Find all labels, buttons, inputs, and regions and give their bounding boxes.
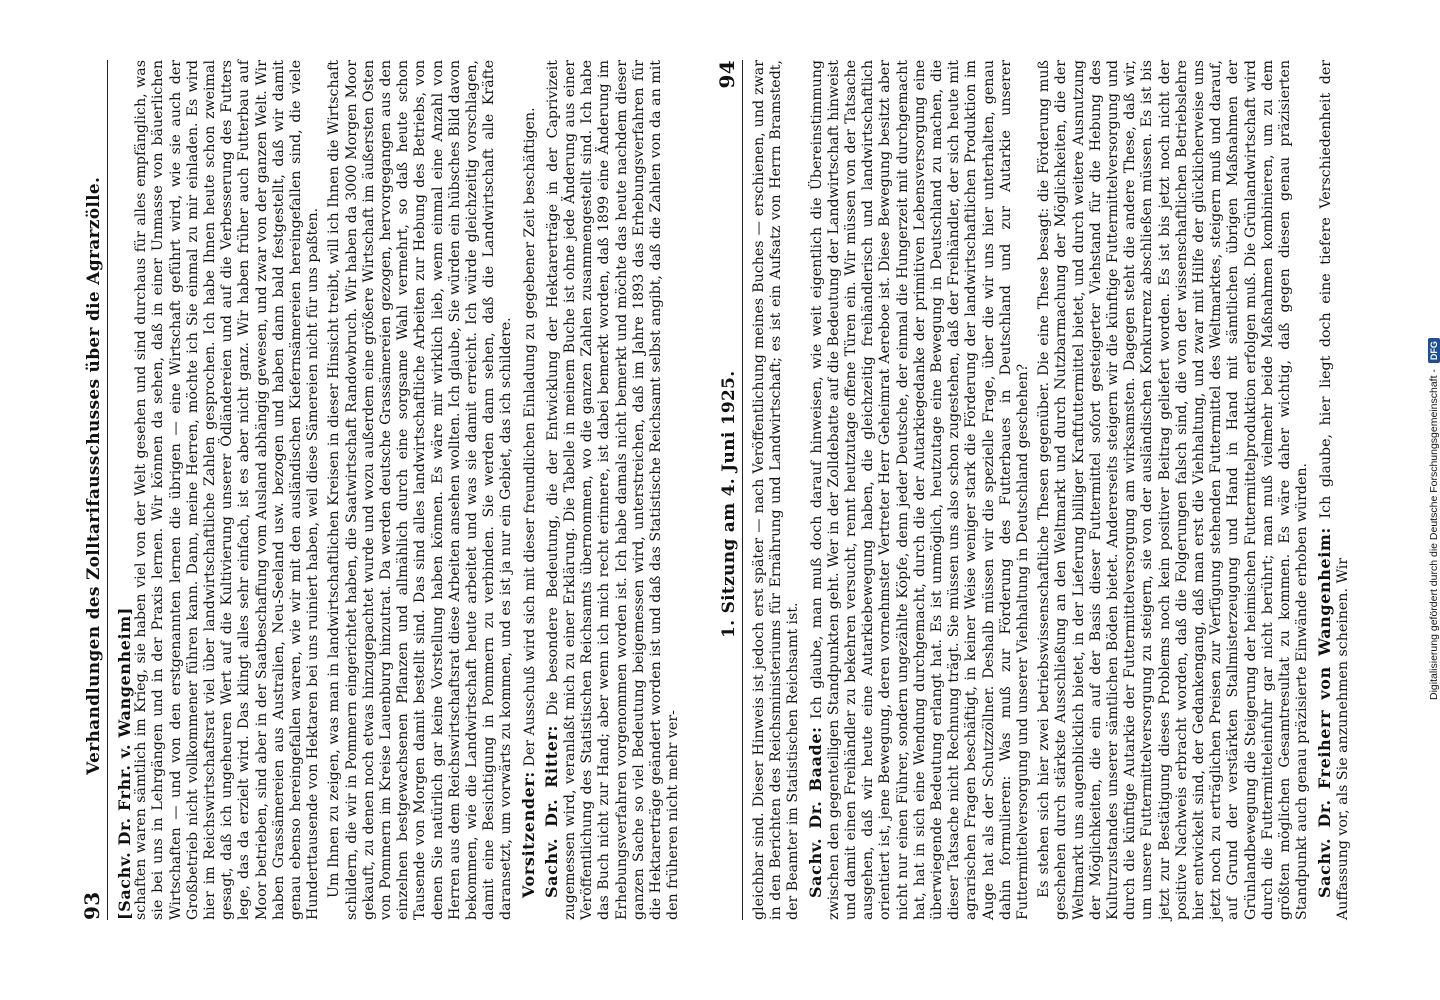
speaker-wangenheim-continued: [Sachv. Dr. Frhr. v. Wangenheim] (115, 607, 134, 920)
page-94-body (751, 60, 1352, 920)
page-number-93: 93 (80, 891, 104, 920)
speaker-ritter: Sachv. Dr. Ritter: (541, 724, 561, 898)
running-head-94 (715, 60, 743, 920)
running-title-94: 1. Sitzung am 4. Juni 1925. (719, 370, 739, 638)
page-93 (80, 0, 700, 1000)
dfg-logo: DFG (1428, 338, 1440, 363)
running-head-93 (80, 60, 108, 920)
page-number-94: 94 (715, 60, 739, 89)
digitization-note (1410, 0, 1440, 1000)
paragraph: Ich glaube, man muß doch darauf hinweisen, wie weit eigentlich die Übereinstimmung zwischen den gegenteiligen Standpunkten geht. Wer in der Zolldebatte auf die Bedeutung der Landwirtschaft hinweist und damit einen Freihändler zu bekehren versucht, rennt heutzutage offene Türen ein. Wir müssen von der Tatsache ausgehen, daß wir heute eine Autarkiebewegung haben, die gleichzeitig freihändlerisch und landwirtschaftlich orientiert ist, jene Bewegung, deren vornehmster Vertreter Herr Geheimrat Aereboe ist. Diese Bewegung besitzt aber nicht nur einen Führer, sondern ungezählte Köpfe, denn jeder Deutsche, der einmal die Hungerzeit mit durchgemacht hat, hat in sich eine Wendung durchgemacht, durch die der Autarkiegedanke der primitiven Lebensversorgung eine überwiegende Bedeutung erlangt hat. Es ist unmöglich, heutzutage eine Bewegung in Deutschland zu machen, die dieser Tatsache nicht Rechnung trägt. Sie müssen uns also schon zugestehen, daß der Freihändler, der sich heute mit agrarischen Fragen beschäftigt, in keiner Weise weniger stark die Förderung der landwirtschaftlichen Produktion im Auge hat als der Schutzzöllner. Deshalb müssen wir die spezielle Frage, über die wir uns hier unterhalten, genau dahin formulieren: Was muß zur Förderung des Futterbaues in Deutschland und zur Autarkie unserer Futtermittelversorgung und unserer Viehhaltung in Deutschland geschehen? (808, 59, 1032, 920)
speaker-chair: Vorsitzender: (518, 771, 538, 898)
running-title-93: Verhandlungen des Zolltarifausschusses über die Agrarzölle. (84, 176, 104, 775)
paragraph: schaften waren sämtlich im Krieg, sie haben viel von der Welt gesehen und sind durchaus für alles empfänglich, was sie bei uns in Lehrgängen und in der Praxis lernen. Wir können da sehen, daß in einer Unmasse von bäuerlichen Wirtschaften — und von den erstgenannten lernen die übrigen — eine Wirtschaft geführt wird, wie sie auch der Großbetrieb nicht vollkommener führen kann. Dann, meine Herren, möchte ich Sie einmal zu mir einladen. Es wird hier im Reichswirtschaftsrat viel über landwirtschaftliche Zahlen gesprochen. Ich habe Ihnen heute schon zweimal gesagt, daß ich ungeheuren Wert auf die Kultivierung unserer Ödländereien und auf die Verbesserung des Futters lege, das da erzielt wird. Das klingt alles sehr einfach, ist es aber nicht ganz. Wir haben früher auch Futterbau auf Moor betrieben, sind aber in der Saatbeschaffung vom Ausland abhängig gewesen, und zwar von der ganzen Welt. Wir haben Grassämereien aus Australien, Neu-Seeland usw. bezogen und haben dann bald festgestellt, daß wir damit genau ebenso hereingefallen waren, wie wir mit den ausländischen Kiefernsämereien hereingefallen sind, die viele Hunderttausende von Hektaren bei uns ruiniert haben, weil diese Sämereien nicht für uns paßten. (133, 60, 322, 920)
page-93-body (116, 60, 683, 920)
paragraph: Der Ausschuß wird sich mit dieser freundlichen Einladung zu gegebener Zeit beschäftigen. (521, 107, 538, 767)
paragraph: Um Ihnen zu zeigen, was man in landwirtschaftlichen Kreisen in dieser Hinsicht treibt, will ich Ihnen die Wirtschaft schildern, die wir in Pommern eingerichtet haben, die Saatwirtschaft Randowbruch. Wir haben da 3000 Morgen Moor gekauft, zu denen noch etwas hinzugepachtet wurde und wozu außerdem eine größere Wirtschaft im äußersten Osten von Pommern im Kreise Lauenburg hinzutrat. Da werden deutsche Grassämereien gezogen, hervorgegangen aus den einzelnen bestgewachsenen Pflanzen und allmählich durch eine sorgsame Wahl vermehrt, so daß heute schon Tausende von Morgen damit bestellt sind. Das sind alles landwirtschaftliche Arbeiten zur Hebung des Betriebs, von denen Sie natürlich gar keine Vorstellung haben können. Es wäre mir wirklich lieb, wenn einmal eine Anzahl von Herren aus dem Reichswirtschaftsrat diese Arbeiten ansehen wollten. Ich glaube, Sie würden ein hübsches Bild davon bekommen, wie die Landwirtschaft heute arbeitet und was sie damit erreicht. Ich würde gleichzeitig vorschlagen, damit eine Besichtigung in Pommern zu verbinden. Sie werden dann sehen, daß die Landwirtschaft alle Kräfte daransetzt, um vorwärts zu kommen, und es ist ja nur ein Gebiet, das ich schildere. (326, 60, 515, 920)
paragraph: gleichbar sind. Dieser Hinweis ist jedoch erst später — nach Veröffentlichung meines Buches — erschienen, und zwar in den Berichten des Reichsministeriums für Ernährung und Landwirtschaft; es ist ein Aufsatz von Herrn Bramstedt, der Beamter im Statistischen Reichsamt ist. (751, 60, 802, 920)
paragraph: Die besondere Bedeutung, die der Entwicklung der Hektarerträge in der Caprivizeit zugemessen wird, veranlaßt mich zu einer Erklärung. Die Tabelle in meinem Buche ist ohne jede Änderung aus einer Veröffentlichung des Statistischen Reichsamts übernommen, wo die ganzen Zahlen zusammengestellt sind. Ich habe das Buch nicht zur Hand; aber wenn ich mich recht erinnere, ist dabei bemerkt worden, daß 1899 eine Änderung im Erhebungsverfahren vorgenommen worden ist. Ich habe damals nicht bemerkt und möchte das heute nachdem dieser ganzen Sache so viel Bedeutung beigemessen wird, unterstreichen, daß im Jahre 1893 das Erhebungsverfahren für die Hektarerträge geändert worden ist und daß das Statistische Reichsamt selbst angibt, daß die Zahlen von da an mit den früheren nicht mehr ver- (544, 60, 682, 920)
paragraph: Ich glaube, hier liegt doch eine tiefere Verschiedenheit der Auffassung vor, als Sie anzunehmen scheinen. Wir (1317, 59, 1351, 920)
paragraph: Es stehen sich hier zwei betriebswissenschaftliche Thesen gegenüber. Die eine These besagt: die Förderung muß geschehen durch stärkste Ausschließung an den Weltmarkt und durch Nutzbarmachung der Möglichkeiten, die der Weltmarkt uns augenblicklich bietet, in der Lieferung billiger Kraftfuttermittel bietet, und durch weitere Ausnutzung der Möglichkeiten, die ein auf der Basis dieser Futtermittel sofort gesteigerter Viehstand für die Hebung des Kulturzustandes unserer sämtlichen Böden bietet. Andererseits steigern wir die künftige Futtermittelversorgung und durch die künftige Autarkie der Futtermittelversorgung am wirksamsten. Dagegen steht die andere These, daß wir, um unsere Futtermittelversorgung zu steigern, sie von der ausländischen Konkurrenz abschließen müssen. Es ist bis jetzt zur Bestätigung dieses Problems noch kein positiver Beitrag geliefert worden. Es ist bis jetzt noch nicht der positive Nachweis erbracht worden, daß die Folgerungen falsch sind, die von der wissenschaftlichen Betriebslehre hier entwickelt sind, der Gedankengang, daß man erst die Viehhaltung, und zwar mit Hilfe der glücklicherweise uns jetzt noch zu erträglichen Preisen zur Verfügung stehenden Futtermittel des Weltmarktes, steigern muß und darauf, auf Grund der verstärkten Stallmisterzeugung und Hand in Hand mit sämtlichen übrigen Maßnahmen der Grünlandbewegung die Steigerung der heimischen Futtermittelproduktion erfolgen muß. Die Grünlandwirtschaft wird durch die Futtermitteleinfuhr gar nicht berührt; man muß vielmehr beide Maßnahmen kombinieren, um zu dem größten möglichen Gesamtresultat zu kommen. Es wäre daher wichtig, daß gegen diesen genau präzisierten Standpunkt auch genau präzisierte Einwände erhoben würden. (1036, 60, 1311, 920)
speaker-baade: Sachv. Dr. Baade: (805, 726, 825, 898)
speaker-wangenheim: Sachv. Dr. Freiherr von Wangenheim: (1314, 527, 1334, 898)
digitization-text: Digitalisierung gefördert durch die Deutsche Forschungsgemeinschaft - (1428, 369, 1440, 700)
page-94 (715, 0, 1405, 1000)
